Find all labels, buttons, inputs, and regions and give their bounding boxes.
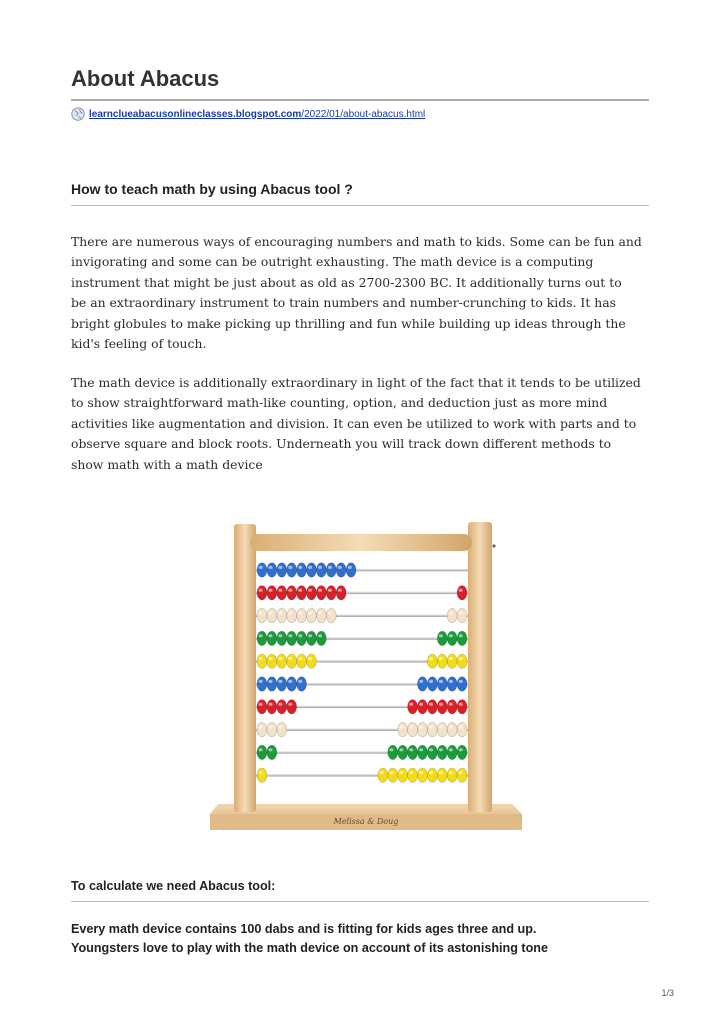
abacus-bead[interactable] xyxy=(427,654,437,668)
bead-highlight xyxy=(459,634,463,637)
bead-highlight xyxy=(269,634,273,637)
bead-highlight xyxy=(318,611,322,614)
bead-highlight xyxy=(459,589,463,592)
abacus-bead[interactable] xyxy=(257,631,267,645)
abacus-bead[interactable] xyxy=(267,654,277,668)
abacus-bead[interactable] xyxy=(418,745,428,759)
bead-highlight xyxy=(259,748,263,751)
bead-highlight xyxy=(380,771,384,774)
abacus-bead[interactable] xyxy=(427,700,437,714)
bead-highlight xyxy=(278,725,282,728)
paragraph-line: instrument that might be just about as old as 2700-2300 BC. It additionally turns out to xyxy=(71,274,622,290)
source-link-row xyxy=(71,107,425,121)
bead-highlight xyxy=(288,680,292,683)
bead-highlight xyxy=(318,589,322,592)
section-divider xyxy=(71,205,649,206)
bead-highlight xyxy=(259,725,263,728)
bold-paragraph xyxy=(71,920,651,958)
abacus-bead[interactable] xyxy=(316,631,326,645)
bead-highlight xyxy=(278,634,282,637)
abacus-bead[interactable] xyxy=(277,700,287,714)
bead-highlight xyxy=(328,611,332,614)
bead-highlight xyxy=(288,611,292,614)
abacus-bead[interactable] xyxy=(437,677,447,691)
abacus-bead[interactable] xyxy=(257,563,267,577)
abacus-rows xyxy=(256,563,468,783)
paragraph-line: show math with a math device xyxy=(71,456,263,472)
abacus-bead[interactable] xyxy=(277,631,287,645)
abacus-bead[interactable] xyxy=(427,722,437,736)
bead-highlight xyxy=(298,566,302,569)
bead-highlight xyxy=(449,725,453,728)
bead-highlight xyxy=(278,589,282,592)
abacus-bead[interactable] xyxy=(447,631,457,645)
abacus-bead[interactable] xyxy=(297,631,307,645)
abacus-bead[interactable] xyxy=(418,768,428,782)
abacus-bead[interactable] xyxy=(316,608,326,622)
paragraph-line: activities like augmentation and division. It can even be utilized to work with parts and to xyxy=(71,415,637,431)
bead-highlight xyxy=(439,748,443,751)
abacus-bead[interactable] xyxy=(378,768,388,782)
abacus-bead[interactable] xyxy=(277,586,287,600)
bead-highlight xyxy=(278,680,282,683)
bead-highlight xyxy=(288,634,292,637)
bead-highlight xyxy=(419,748,423,751)
bead-highlight xyxy=(459,611,463,614)
abacus-bead[interactable] xyxy=(307,654,317,668)
abacus-bead[interactable] xyxy=(408,700,418,714)
abacus-bead[interactable] xyxy=(277,563,287,577)
bead-highlight xyxy=(419,725,423,728)
bead-highlight xyxy=(409,725,413,728)
bead-highlight xyxy=(328,566,332,569)
abacus-bead[interactable] xyxy=(447,768,457,782)
abacus-bead[interactable] xyxy=(427,677,437,691)
abacus-bead[interactable] xyxy=(297,608,307,622)
abacus-bead[interactable] xyxy=(447,700,457,714)
abacus-bead[interactable] xyxy=(267,677,277,691)
bead-highlight xyxy=(459,680,463,683)
bead-highlight xyxy=(259,703,263,706)
paragraph-line: invigorating and some can be outright exhausting. The math device is a computing xyxy=(71,254,594,270)
abacus-bead[interactable] xyxy=(297,563,307,577)
bead-highlight xyxy=(449,771,453,774)
abacus-bead[interactable] xyxy=(346,563,356,577)
bead-highlight xyxy=(429,725,433,728)
abacus-bead[interactable] xyxy=(257,608,267,622)
abacus-bead[interactable] xyxy=(316,586,326,600)
bead-highlight xyxy=(269,657,273,660)
abacus-bead[interactable] xyxy=(326,608,336,622)
paragraph-uses xyxy=(71,373,651,475)
bead-highlight xyxy=(399,748,403,751)
abacus-bead[interactable] xyxy=(257,586,267,600)
abacus-bead[interactable] xyxy=(307,563,317,577)
bead-highlight xyxy=(409,771,413,774)
abacus-bead[interactable] xyxy=(297,654,307,668)
abacus-bead[interactable] xyxy=(408,768,418,782)
bold-paragraph-line: Youngsters love to play with the math device on account of its astonishing tone xyxy=(71,941,548,955)
bead-highlight xyxy=(259,680,263,683)
bead-highlight xyxy=(308,589,312,592)
abacus-bead[interactable] xyxy=(287,654,297,668)
abacus-bead[interactable] xyxy=(427,768,437,782)
bead-highlight xyxy=(429,657,433,660)
bead-highlight xyxy=(449,680,453,683)
section-heading-calculate: To calculate we need Abacus tool: xyxy=(71,879,276,893)
bead-highlight xyxy=(449,748,453,751)
bead-highlight xyxy=(439,657,443,660)
bead-highlight xyxy=(429,748,433,751)
bead-highlight xyxy=(269,680,273,683)
bead-highlight xyxy=(259,634,263,637)
page-number: 1/3 xyxy=(661,988,674,998)
bead-highlight xyxy=(288,703,292,706)
abacus-bead[interactable] xyxy=(257,745,267,759)
abacus-bead[interactable] xyxy=(307,631,317,645)
abacus-bead[interactable] xyxy=(457,700,467,714)
abacus-top-bar xyxy=(250,534,472,551)
bead-highlight xyxy=(259,566,263,569)
abacus-bead[interactable] xyxy=(437,745,447,759)
abacus-bead[interactable] xyxy=(277,677,287,691)
bead-highlight xyxy=(439,703,443,706)
source-domain: learnclueabacusonlineclasses.blogspot.com xyxy=(89,108,302,120)
abacus-bead[interactable] xyxy=(277,654,287,668)
bead-highlight xyxy=(278,566,282,569)
abacus-bead[interactable] xyxy=(388,745,398,759)
bead-highlight xyxy=(439,680,443,683)
section-divider-2 xyxy=(71,901,649,902)
abacus-bead[interactable] xyxy=(267,700,277,714)
bead-highlight xyxy=(429,771,433,774)
paragraph-line: There are numerous ways of encouraging numbers and math to kids. Some can be fun and xyxy=(71,234,642,249)
abacus-bead[interactable] xyxy=(457,768,467,782)
abacus-bead[interactable] xyxy=(437,722,447,736)
paragraph-line: observe square and block roots. Underneath you will track down different methods to xyxy=(71,436,612,452)
globe-icon xyxy=(71,107,85,121)
paragraph-line: to show straightforward math-like counting, option, and deduction just as more mind xyxy=(71,395,608,411)
bead-highlight xyxy=(459,771,463,774)
abacus-bead[interactable] xyxy=(297,677,307,691)
bead-highlight xyxy=(409,748,413,751)
abacus-left-post xyxy=(234,524,256,812)
bead-highlight xyxy=(419,680,423,683)
abacus-bead[interactable] xyxy=(437,631,447,645)
abacus-bead[interactable] xyxy=(398,745,408,759)
abacus-bead[interactable] xyxy=(267,608,277,622)
bead-highlight xyxy=(439,725,443,728)
paragraph-line: kid's feeling of touch. xyxy=(71,336,207,352)
bead-highlight xyxy=(429,680,433,683)
abacus-bead[interactable] xyxy=(437,768,447,782)
abacus-bead[interactable] xyxy=(408,745,418,759)
abacus-bead[interactable] xyxy=(287,563,297,577)
bead-highlight xyxy=(459,703,463,706)
bead-highlight xyxy=(389,748,393,751)
abacus-bead[interactable] xyxy=(408,722,418,736)
bead-highlight xyxy=(259,611,263,614)
abacus-bead[interactable] xyxy=(307,608,317,622)
bead-highlight xyxy=(269,589,273,592)
bead-highlight xyxy=(298,657,302,660)
abacus-bead[interactable] xyxy=(418,700,428,714)
abacus-bead[interactable] xyxy=(388,768,398,782)
abacus-bead[interactable] xyxy=(418,677,428,691)
paragraph-line: The math device is additionally extraordinary in light of the fact that it tends to be utilized xyxy=(71,375,641,390)
abacus-bead[interactable] xyxy=(398,722,408,736)
bold-paragraph-line: Every math device contains 100 dabs and is fitting for kids ages three and up. xyxy=(71,922,537,936)
abacus-bead[interactable] xyxy=(336,586,346,600)
bead-highlight xyxy=(459,748,463,751)
bead-highlight xyxy=(439,634,443,637)
bead-highlight xyxy=(259,589,263,592)
abacus-bead[interactable] xyxy=(277,722,287,736)
bead-highlight xyxy=(308,657,312,660)
abacus-bead[interactable] xyxy=(447,654,457,668)
bead-highlight xyxy=(449,634,453,637)
bead-highlight xyxy=(308,566,312,569)
bead-highlight xyxy=(338,566,342,569)
abacus-bead[interactable] xyxy=(457,608,467,622)
bead-highlight xyxy=(259,657,263,660)
bead-highlight xyxy=(348,566,352,569)
abacus-bead[interactable] xyxy=(287,677,297,691)
bead-highlight xyxy=(269,725,273,728)
bead-highlight xyxy=(259,771,263,774)
bead-highlight xyxy=(338,589,342,592)
abacus-bead[interactable] xyxy=(427,745,437,759)
bead-highlight xyxy=(298,634,302,637)
abacus-image xyxy=(206,518,524,836)
bead-highlight xyxy=(288,589,292,592)
abacus-bead[interactable] xyxy=(447,608,457,622)
bead-highlight xyxy=(459,725,463,728)
abacus-bead[interactable] xyxy=(336,563,346,577)
bead-highlight xyxy=(419,771,423,774)
abacus-bead[interactable] xyxy=(257,722,267,736)
bead-highlight xyxy=(269,703,273,706)
abacus-bead[interactable] xyxy=(287,631,297,645)
abacus-bead[interactable] xyxy=(277,608,287,622)
abacus-bead[interactable] xyxy=(287,608,297,622)
bead-highlight xyxy=(269,566,273,569)
source-url-link[interactable] xyxy=(89,109,425,120)
bead-highlight xyxy=(389,771,393,774)
title-divider xyxy=(71,99,649,101)
abacus-bead[interactable] xyxy=(267,631,277,645)
abacus-bead[interactable] xyxy=(257,654,267,668)
abacus-bead[interactable] xyxy=(457,631,467,645)
page-title: About Abacus xyxy=(71,66,220,91)
bead-highlight xyxy=(288,657,292,660)
abacus-bead[interactable] xyxy=(437,654,447,668)
paragraph-line: be an extraordinary instrument to train numbers and number-crunching to kids. It has xyxy=(71,295,616,311)
paragraph-intro xyxy=(71,232,651,354)
abacus-bead[interactable] xyxy=(457,654,467,668)
post-peg xyxy=(492,544,495,547)
abacus-bead[interactable] xyxy=(267,586,277,600)
bead-highlight xyxy=(318,566,322,569)
abacus-bead[interactable] xyxy=(457,586,467,600)
abacus-bead[interactable] xyxy=(267,722,277,736)
bead-highlight xyxy=(429,703,433,706)
bead-highlight xyxy=(459,657,463,660)
bead-highlight xyxy=(409,703,413,706)
brand-logo: Melissa & Doug xyxy=(333,817,399,826)
bead-highlight xyxy=(449,657,453,660)
bead-highlight xyxy=(278,611,282,614)
abacus-bead[interactable] xyxy=(398,768,408,782)
bead-highlight xyxy=(269,748,273,751)
source-path: /2022/01/about-abacus.html xyxy=(301,108,426,120)
bead-highlight xyxy=(288,566,292,569)
abacus-bead[interactable] xyxy=(326,563,336,577)
bead-highlight xyxy=(298,589,302,592)
bead-highlight xyxy=(419,703,423,706)
abacus-bead[interactable] xyxy=(447,745,457,759)
abacus-bead[interactable] xyxy=(297,586,307,600)
abacus-bead[interactable] xyxy=(257,768,267,782)
abacus-bead[interactable] xyxy=(457,722,467,736)
abacus-bead[interactable] xyxy=(307,586,317,600)
abacus-bead[interactable] xyxy=(267,745,277,759)
bead-highlight xyxy=(449,703,453,706)
abacus-right-post xyxy=(468,522,492,812)
abacus-bead[interactable] xyxy=(316,563,326,577)
bead-highlight xyxy=(278,703,282,706)
bead-highlight xyxy=(318,634,322,637)
abacus-bead[interactable] xyxy=(287,586,297,600)
bead-highlight xyxy=(298,611,302,614)
abacus-bead[interactable] xyxy=(447,722,457,736)
abacus-bead[interactable] xyxy=(457,745,467,759)
bead-highlight xyxy=(308,634,312,637)
paragraph-line: bright globules to make picking up thrilling and fun while building up ideas through the xyxy=(71,315,626,331)
bead-highlight xyxy=(449,611,453,614)
bead-highlight xyxy=(399,725,403,728)
bead-highlight xyxy=(308,611,312,614)
abacus-bead[interactable] xyxy=(457,677,467,691)
bead-highlight xyxy=(278,657,282,660)
abacus-bead[interactable] xyxy=(267,563,277,577)
abacus-bead[interactable] xyxy=(257,700,267,714)
abacus-bead[interactable] xyxy=(437,700,447,714)
bead-highlight xyxy=(328,589,332,592)
abacus-bead[interactable] xyxy=(326,586,336,600)
abacus-bead[interactable] xyxy=(418,722,428,736)
abacus-bead[interactable] xyxy=(257,677,267,691)
section-heading-teach: How to teach math by using Abacus tool ? xyxy=(71,181,353,197)
bead-highlight xyxy=(399,771,403,774)
bead-highlight xyxy=(298,680,302,683)
bead-highlight xyxy=(269,611,273,614)
bead-highlight xyxy=(439,771,443,774)
abacus-bead[interactable] xyxy=(447,677,457,691)
abacus-bead[interactable] xyxy=(287,700,297,714)
